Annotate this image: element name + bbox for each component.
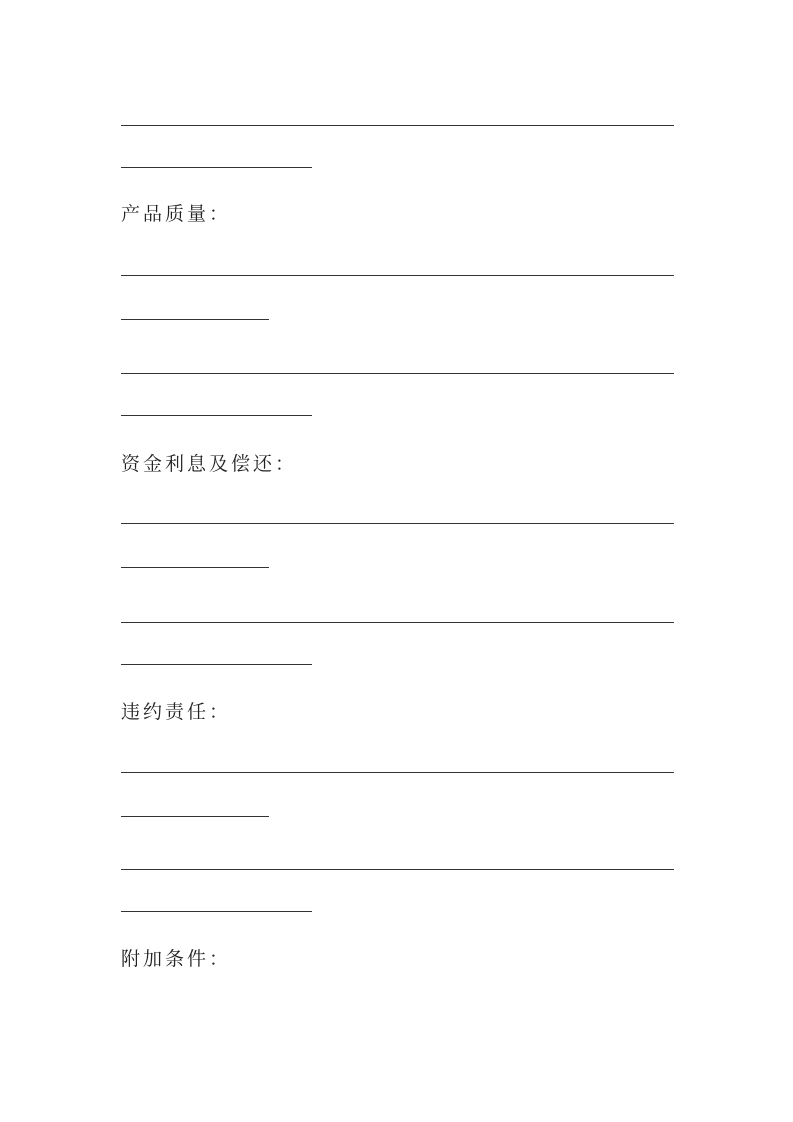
fill-in-line[interactable]	[121, 275, 674, 276]
fill-in-line[interactable]	[121, 567, 269, 568]
section-heading-product-quality: 产品质量：	[121, 203, 232, 225]
fill-in-line[interactable]	[121, 911, 312, 912]
fill-in-line[interactable]	[121, 319, 269, 320]
fill-in-line[interactable]	[121, 523, 674, 524]
fill-in-line[interactable]	[121, 167, 312, 168]
section-heading-liability-for-breach: 违约责任：	[121, 701, 232, 723]
fill-in-line[interactable]	[121, 373, 674, 374]
fill-in-line[interactable]	[121, 622, 674, 623]
fill-in-line[interactable]	[121, 772, 674, 773]
fill-in-line[interactable]	[121, 125, 674, 126]
fill-in-line[interactable]	[121, 816, 269, 817]
fill-in-line[interactable]	[121, 869, 674, 870]
fill-in-line[interactable]	[121, 415, 312, 416]
section-heading-additional-conditions: 附加条件：	[121, 948, 232, 970]
fill-in-line[interactable]	[121, 664, 312, 665]
section-heading-funds-interest-repayment: 资金利息及偿还：	[121, 453, 298, 475]
